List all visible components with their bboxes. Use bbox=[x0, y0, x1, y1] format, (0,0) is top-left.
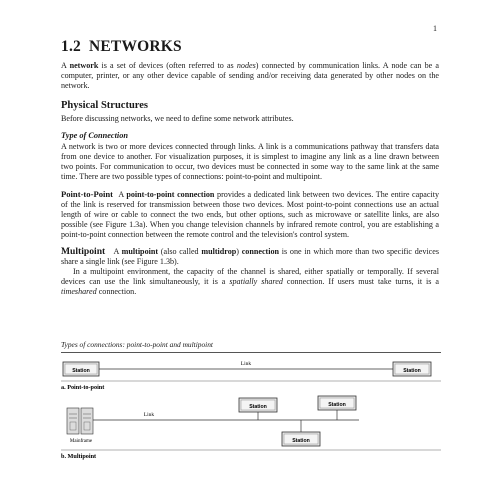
ptp-pre: A bbox=[118, 189, 127, 199]
mp2-b: connection. If users must take turns, it is a bbox=[282, 277, 439, 287]
mp2-spatially-shared: spatially shared bbox=[229, 277, 283, 287]
figure-diagram bbox=[61, 352, 441, 488]
mp-mid1: (also called bbox=[158, 246, 202, 256]
page-number: 1 bbox=[433, 24, 437, 33]
figure-caption: Types of connections: point-to-point and multipoint bbox=[61, 340, 213, 349]
intro-text-1: A bbox=[61, 61, 70, 70]
mp-pre: A bbox=[113, 246, 122, 256]
station-b1-box bbox=[239, 398, 277, 412]
station-b2-label: Station bbox=[328, 402, 346, 408]
station-b2-box bbox=[318, 396, 356, 410]
section-number: 1.2 bbox=[61, 38, 81, 55]
mp2-timeshared: timeshared bbox=[61, 287, 97, 297]
intro-paragraph bbox=[61, 61, 439, 92]
point-to-point-paragraph bbox=[61, 189, 439, 241]
mp-text: is one in which more than two specific devices share a single link (see Figure 1.3b). bbox=[61, 246, 440, 266]
multipoint-paragraph-2 bbox=[61, 267, 439, 298]
multipoint-paragraph bbox=[61, 247, 439, 267]
section-title-text: NETWORKS bbox=[88, 38, 182, 55]
station-b1-label: Station bbox=[249, 404, 267, 410]
section-title bbox=[61, 38, 439, 56]
ptp-bold: point-to-point connection bbox=[126, 189, 215, 199]
type-of-connection-heading: Type of Connection bbox=[61, 130, 128, 140]
station-b3-label: Station bbox=[292, 438, 310, 444]
label-point-to-point: a. Point-to-point bbox=[61, 384, 105, 391]
mp2-a: In a multipoint environment, the capacity of the channel is shared, either spatially or temporally. If several devices can use the link simultaneously, it is a bbox=[61, 267, 439, 287]
station-b3-box bbox=[282, 432, 320, 446]
mp-bold3: connection bbox=[241, 246, 280, 256]
mainframe-icon bbox=[67, 408, 93, 434]
mp-mid2: ) bbox=[236, 246, 242, 256]
mp-bold1: multipoint bbox=[121, 246, 159, 256]
type-of-connection-text: A network is two or more devices connected through links. A link is a communications pathway that transfers data from one device to another. For visualization purposes, it is simplest to imagine any link as a line drawn between two points. For communication to occur, two devices must be connected in some way to the same link at the same time. There are two possible types of connections: point-to-point and multipoint. bbox=[61, 141, 439, 182]
point-to-point-diagram bbox=[61, 361, 441, 391]
intro-text-2: is a set of devices (often referred to as bbox=[98, 61, 237, 70]
multipoint-link-label: Link bbox=[143, 412, 155, 418]
figure-connection-types bbox=[61, 340, 441, 490]
page-content bbox=[61, 38, 439, 298]
mainframe-label: Mainframe bbox=[69, 439, 93, 444]
point-to-point-head: Point-to-Point bbox=[61, 188, 114, 199]
mp-bold2: multidrop bbox=[201, 246, 237, 256]
physical-structures-heading: Physical Structures bbox=[61, 99, 149, 111]
mp2-c: connection. bbox=[96, 287, 137, 297]
multipoint-diagram bbox=[61, 396, 441, 460]
ptp-link-label: Link bbox=[240, 361, 252, 367]
intro-text-3: ) connected by communication links. A node can be a computer, printer, or any other device capable of sending and/or receiving data generated by other nodes on the network. bbox=[61, 61, 439, 91]
station-right-box bbox=[393, 362, 431, 376]
intro-term-nodes: nodes bbox=[236, 61, 256, 70]
station-left-box bbox=[63, 362, 99, 376]
multipoint-head: Multipoint bbox=[61, 245, 106, 257]
station-left-label: Station bbox=[72, 368, 90, 374]
ptp-text: provides a dedicated link between two devices. The entire capacity of the link is reserved for transmission between those two devices. Most point-to-point connections use an actual length of wire or cable to connect the two ends, but other options, such as microwave or satellite links, are also possible (see Figure 1.3a). When you change television channels by infrared remote control, you are establishing a point-to-point connection between the remote control and the television's control system. bbox=[61, 189, 440, 240]
label-multipoint: b. Multipoint bbox=[61, 453, 97, 460]
physical-intro: Before discussing networks, we need to define some network attributes. bbox=[61, 113, 294, 123]
intro-term-network: network bbox=[69, 61, 99, 70]
station-right-label: Station bbox=[403, 368, 421, 374]
